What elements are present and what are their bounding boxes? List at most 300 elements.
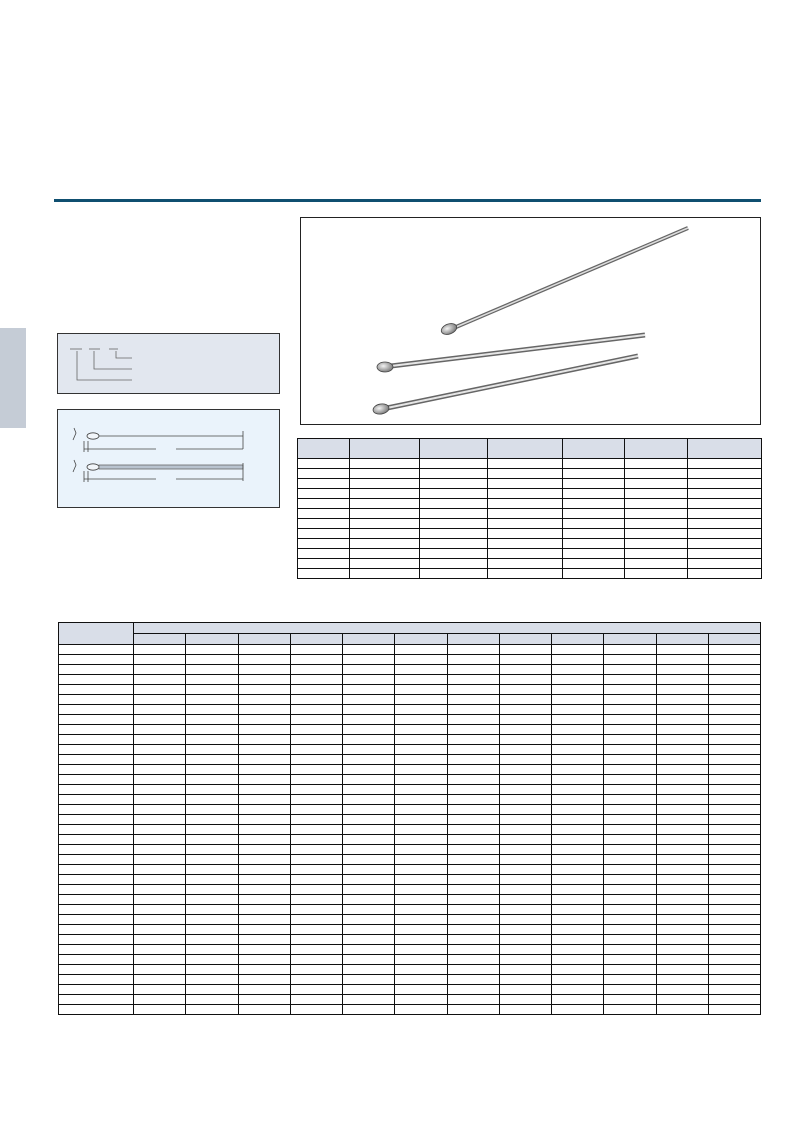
- big-table-cell: [290, 685, 342, 695]
- big-table-cell: [499, 665, 551, 675]
- big-table-cell: [238, 715, 290, 725]
- big-table-cell: [708, 855, 760, 865]
- big-table-cell: [604, 955, 656, 965]
- big-table-cell: [708, 675, 760, 685]
- big-table-cell: [186, 855, 238, 865]
- spec-table-row: [298, 509, 762, 519]
- big-table-cell: [552, 915, 604, 925]
- big-table-cell: [343, 675, 395, 685]
- big-table-cell: [604, 915, 656, 925]
- probe-2-bead: [377, 362, 393, 372]
- big-table-cell: [552, 805, 604, 815]
- big-table-cell: [59, 825, 134, 835]
- big-table-cell: [395, 965, 447, 975]
- big-table-cell: [499, 695, 551, 705]
- big-table-cell: [708, 785, 760, 795]
- big-table-cell: [134, 705, 186, 715]
- spec-table-cell: [625, 489, 688, 499]
- big-table-cell: [186, 1005, 238, 1015]
- big-table-cell: [238, 915, 290, 925]
- big-table-cell: [552, 935, 604, 945]
- big-table-cell: [134, 885, 186, 895]
- big-table-cell: [604, 865, 656, 875]
- big-table-cell: [447, 705, 499, 715]
- big-table-cell: [499, 855, 551, 865]
- big-table-cell: [186, 695, 238, 705]
- big-table-cell: [238, 795, 290, 805]
- big-table-cell: [59, 725, 134, 735]
- big-table-cell: [604, 715, 656, 725]
- big-table-cell: [290, 735, 342, 745]
- spec-table-row: [298, 479, 762, 489]
- spec-table-cell: [420, 459, 488, 469]
- big-table-cell: [134, 775, 186, 785]
- big-table-cell: [604, 825, 656, 835]
- big-table-row: [59, 785, 761, 795]
- big-table-cell: [59, 925, 134, 935]
- big-table-cell: [186, 715, 238, 725]
- big-table-cell: [447, 915, 499, 925]
- big-table-row: [59, 875, 761, 885]
- big-table-row: [59, 845, 761, 855]
- spec-table-cell: [688, 479, 762, 489]
- big-table-cell: [134, 685, 186, 695]
- spec-table-cell: [563, 479, 625, 489]
- big-table-cell: [186, 905, 238, 915]
- big-table-cell: [134, 845, 186, 855]
- big-table-row: [59, 765, 761, 775]
- big-table-row: [59, 1005, 761, 1015]
- big-table-cell: [604, 685, 656, 695]
- big-table-cell: [238, 695, 290, 705]
- big-table-sub-header-cell: [604, 634, 656, 645]
- big-table-cell: [134, 835, 186, 845]
- big-table-cell: [290, 885, 342, 895]
- big-table-cell: [395, 835, 447, 845]
- big-table-cell: [186, 995, 238, 1005]
- big-table-cell: [395, 755, 447, 765]
- big-table-row: [59, 905, 761, 915]
- big-table-cell: [447, 935, 499, 945]
- big-table-cell: [343, 935, 395, 945]
- big-table-cell: [134, 875, 186, 885]
- big-table-cell: [656, 855, 708, 865]
- big-table-cell: [447, 985, 499, 995]
- spec-table-cell: [488, 569, 563, 579]
- spec-table-cell: [488, 469, 563, 479]
- spec-table-cell: [563, 469, 625, 479]
- big-table-cell: [290, 955, 342, 965]
- big-table-cell: [708, 645, 760, 655]
- big-table-cell: [59, 665, 134, 675]
- big-table-row: [59, 645, 761, 655]
- big-table-row: [59, 965, 761, 975]
- big-table-cell: [186, 815, 238, 825]
- big-table-cell: [499, 795, 551, 805]
- big-table-cell: [238, 675, 290, 685]
- big-table-cell: [343, 885, 395, 895]
- big-table-cell: [499, 955, 551, 965]
- big-table-cell: [447, 675, 499, 685]
- big-table-cell: [708, 795, 760, 805]
- spec-table-cell: [563, 529, 625, 539]
- big-table-cell: [447, 695, 499, 705]
- big-table-cell: [186, 985, 238, 995]
- big-table-cell: [343, 835, 395, 845]
- big-table-cell: [238, 885, 290, 895]
- big-table-cell: [134, 965, 186, 975]
- big-table-cell: [238, 935, 290, 945]
- big-table-cell: [343, 745, 395, 755]
- big-table-cell: [499, 825, 551, 835]
- big-table-cell: [604, 935, 656, 945]
- big-table-cell: [552, 815, 604, 825]
- big-table-cell: [552, 745, 604, 755]
- big-table-cell: [59, 875, 134, 885]
- spec-table-cell: [298, 559, 350, 569]
- big-table-cell: [134, 825, 186, 835]
- big-table-cell: [343, 915, 395, 925]
- big-table-cell: [499, 835, 551, 845]
- big-table-cell: [59, 915, 134, 925]
- spec-table-cell: [625, 459, 688, 469]
- big-table-cell: [238, 835, 290, 845]
- big-table-cell: [708, 985, 760, 995]
- spec-table: [297, 438, 762, 579]
- spec-table-cell: [298, 489, 350, 499]
- big-table-cell: [604, 895, 656, 905]
- big-table-cell: [134, 925, 186, 935]
- big-table-cell: [290, 805, 342, 815]
- big-table-cell: [499, 985, 551, 995]
- spec-table-cell: [688, 559, 762, 569]
- big-table-cell: [447, 665, 499, 675]
- big-table-cell: [134, 645, 186, 655]
- big-table-cell: [238, 985, 290, 995]
- big-table-cell: [708, 835, 760, 845]
- big-table-cell: [708, 935, 760, 945]
- big-table-cell: [656, 775, 708, 785]
- big-table-cell: [395, 995, 447, 1005]
- spec-table-cell: [688, 509, 762, 519]
- spec-table-cell: [688, 569, 762, 579]
- big-table-cell: [238, 805, 290, 815]
- big-table-cell: [708, 755, 760, 765]
- big-table-cell: [186, 675, 238, 685]
- big-table-cell: [499, 775, 551, 785]
- big-table-cell: [59, 795, 134, 805]
- big-table-cell: [499, 975, 551, 985]
- big-table-cell: [499, 815, 551, 825]
- big-table-sub-header-cell: [499, 634, 551, 645]
- big-table-cell: [59, 675, 134, 685]
- big-table-cell: [447, 1005, 499, 1015]
- big-table-cell: [708, 955, 760, 965]
- spec-header-cell: [350, 439, 420, 459]
- big-table-cell: [656, 805, 708, 815]
- big-table-cell: [447, 775, 499, 785]
- big-table-cell: [290, 655, 342, 665]
- big-table-row: [59, 855, 761, 865]
- big-table-row: [59, 755, 761, 765]
- big-table-cell: [499, 845, 551, 855]
- big-table-cell: [656, 875, 708, 885]
- big-table-cell: [290, 895, 342, 905]
- spec-table-cell: [688, 529, 762, 539]
- big-table-cell: [343, 985, 395, 995]
- spec-table-cell: [625, 509, 688, 519]
- big-table-cell: [134, 725, 186, 735]
- big-table-cell: [343, 995, 395, 1005]
- big-table-cell: [290, 915, 342, 925]
- big-table-cell: [59, 645, 134, 655]
- big-table-cell: [447, 995, 499, 1005]
- big-table-cell: [499, 715, 551, 725]
- big-table-cell: [186, 665, 238, 675]
- big-table-cell: [552, 985, 604, 995]
- big-table-cell: [186, 645, 238, 655]
- big-table-cell: [59, 765, 134, 775]
- spec-table-cell: [688, 539, 762, 549]
- big-table-cell: [343, 955, 395, 965]
- big-table-cell: [395, 925, 447, 935]
- big-table-cell: [238, 655, 290, 665]
- big-table-cell: [708, 875, 760, 885]
- big-table-cell: [708, 695, 760, 705]
- big-table-row: [59, 825, 761, 835]
- big-table-header-row-1: [59, 623, 761, 634]
- big-table-cell: [238, 1005, 290, 1015]
- big-table-cell: [343, 645, 395, 655]
- big-table-cell: [395, 985, 447, 995]
- big-table-cell: [290, 935, 342, 945]
- big-table-cell: [499, 915, 551, 925]
- spec-table-cell: [563, 459, 625, 469]
- big-table-cell: [395, 895, 447, 905]
- big-table-cell: [552, 705, 604, 715]
- big-table-cell: [395, 1005, 447, 1015]
- big-table-cell: [186, 685, 238, 695]
- spec-table-cell: [298, 569, 350, 579]
- big-table-sub-header-cell: [552, 634, 604, 645]
- big-table-cell: [395, 865, 447, 875]
- spec-header-cell: [420, 439, 488, 459]
- big-table-cell: [59, 775, 134, 785]
- big-table-cell: [708, 715, 760, 725]
- big-table-cell: [604, 795, 656, 805]
- big-table-row: [59, 665, 761, 675]
- big-table-cell: [656, 675, 708, 685]
- big-table-cell: [134, 975, 186, 985]
- big-table-cell: [238, 955, 290, 965]
- spec-table-cell: [420, 569, 488, 579]
- big-table-sub-header-cell: [290, 634, 342, 645]
- big-table-cell: [134, 815, 186, 825]
- big-table-cell: [395, 875, 447, 885]
- big-table-cell: [59, 735, 134, 745]
- big-table-cell: [604, 985, 656, 995]
- spec-header-cell: [488, 439, 563, 459]
- big-table-cell: [656, 745, 708, 755]
- big-table-cell: [134, 955, 186, 965]
- big-table-cell: [343, 1005, 395, 1015]
- big-table-cell: [656, 725, 708, 735]
- big-table-cell: [59, 745, 134, 755]
- big-table-cell: [395, 665, 447, 675]
- big-table-cell: [186, 875, 238, 885]
- big-table-cell: [290, 985, 342, 995]
- spec-table-cell: [350, 559, 420, 569]
- big-table-cell: [447, 715, 499, 725]
- big-table-cell: [343, 845, 395, 855]
- big-table-cell: [708, 825, 760, 835]
- big-table-cell: [59, 885, 134, 895]
- big-table-cell: [59, 755, 134, 765]
- big-table-cell: [59, 995, 134, 1005]
- big-table-cell: [499, 645, 551, 655]
- big-table-cell: [238, 855, 290, 865]
- spec-table-cell: [350, 529, 420, 539]
- big-table-cell: [59, 975, 134, 985]
- spec-table-cell: [420, 509, 488, 519]
- big-table-cell: [134, 755, 186, 765]
- big-table-cell: [238, 705, 290, 715]
- big-table-cell: [395, 975, 447, 985]
- big-table-cell: [552, 975, 604, 985]
- big-table-cell: [395, 715, 447, 725]
- big-table-sub-header-cell: [708, 634, 760, 645]
- spec-header-cell: [298, 439, 350, 459]
- spec-table-cell: [625, 539, 688, 549]
- big-table-cell: [656, 715, 708, 725]
- big-table-sub-header-cell: [447, 634, 499, 645]
- big-table-cell: [343, 905, 395, 915]
- big-table-cell: [238, 745, 290, 755]
- spec-table-cell: [298, 529, 350, 539]
- big-table-cell: [290, 785, 342, 795]
- big-table-cell: [59, 855, 134, 865]
- spec-table-row: [298, 459, 762, 469]
- big-table-cell: [290, 865, 342, 875]
- big-table-cell: [708, 845, 760, 855]
- big-table-cell: [552, 825, 604, 835]
- big-table-cell: [134, 765, 186, 775]
- big-table-cell: [656, 655, 708, 665]
- big-table-cell: [708, 705, 760, 715]
- big-table-cell: [343, 945, 395, 955]
- big-table-cell: [552, 925, 604, 935]
- spec-table-row: [298, 489, 762, 499]
- big-table-cell: [552, 865, 604, 875]
- big-table-cell: [59, 685, 134, 695]
- big-table-cell: [238, 865, 290, 875]
- big-table-cell: [186, 745, 238, 755]
- dimension-drawing: [57, 409, 280, 508]
- big-table-cell: [447, 815, 499, 825]
- big-table-cell: [499, 705, 551, 715]
- big-table-cell: [552, 755, 604, 765]
- spec-table-row: [298, 469, 762, 479]
- big-table-cell: [395, 815, 447, 825]
- big-table-cell: [343, 755, 395, 765]
- big-table-row: [59, 805, 761, 815]
- spec-table-cell: [625, 479, 688, 489]
- big-table-cell: [186, 755, 238, 765]
- big-table-cell: [656, 925, 708, 935]
- big-table-cell: [604, 925, 656, 935]
- big-table-cell: [552, 835, 604, 845]
- big-table-cell: [708, 915, 760, 925]
- big-table-cell: [395, 915, 447, 925]
- big-table-cell: [134, 735, 186, 745]
- big-table-row: [59, 995, 761, 1005]
- big-table-cell: [447, 965, 499, 975]
- spec-table-cell: [420, 479, 488, 489]
- big-table-cell: [447, 975, 499, 985]
- big-table-corner-cell: [59, 623, 134, 645]
- big-table-cell: [343, 685, 395, 695]
- big-table-cell: [343, 895, 395, 905]
- big-table-row: [59, 695, 761, 705]
- big-table-cell: [552, 725, 604, 735]
- spec-table-cell: [625, 569, 688, 579]
- big-table-cell: [186, 805, 238, 815]
- big-table-cell: [708, 1005, 760, 1015]
- big-table-cell: [499, 995, 551, 1005]
- big-table-cell: [447, 945, 499, 955]
- big-table-cell: [552, 905, 604, 915]
- big-table-cell: [343, 655, 395, 665]
- big-table-row: [59, 955, 761, 965]
- spec-table-cell: [298, 459, 350, 469]
- big-table-cell: [186, 885, 238, 895]
- big-table-cell: [552, 685, 604, 695]
- big-table-cell: [134, 1005, 186, 1015]
- big-table-cell: [186, 725, 238, 735]
- section-side-tab: [0, 328, 26, 428]
- big-table-cell: [134, 695, 186, 705]
- big-table-cell: [59, 895, 134, 905]
- big-table-cell: [343, 725, 395, 735]
- big-table-cell: [447, 925, 499, 935]
- big-table-cell: [238, 925, 290, 935]
- big-table-cell: [395, 945, 447, 955]
- big-table-cell: [604, 695, 656, 705]
- big-table-cell: [290, 765, 342, 775]
- big-table-cell: [395, 955, 447, 965]
- big-table-cell: [708, 665, 760, 675]
- big-table-cell: [656, 685, 708, 695]
- big-table-cell: [395, 825, 447, 835]
- big-table-cell: [238, 725, 290, 735]
- big-table-cell: [134, 785, 186, 795]
- big-table-cell: [656, 995, 708, 1005]
- big-table-cell: [656, 905, 708, 915]
- big-table-cell: [290, 995, 342, 1005]
- big-table-row: [59, 715, 761, 725]
- big-table-cell: [656, 765, 708, 775]
- big-table-cell: [186, 965, 238, 975]
- spec-table-cell: [563, 559, 625, 569]
- big-table-cell: [656, 835, 708, 845]
- spec-table-cell: [350, 489, 420, 499]
- big-table-cell: [395, 785, 447, 795]
- big-table-cell: [708, 975, 760, 985]
- spec-table-row: [298, 529, 762, 539]
- spec-table-cell: [688, 549, 762, 559]
- big-table-cell: [552, 855, 604, 865]
- big-table-cell: [238, 975, 290, 985]
